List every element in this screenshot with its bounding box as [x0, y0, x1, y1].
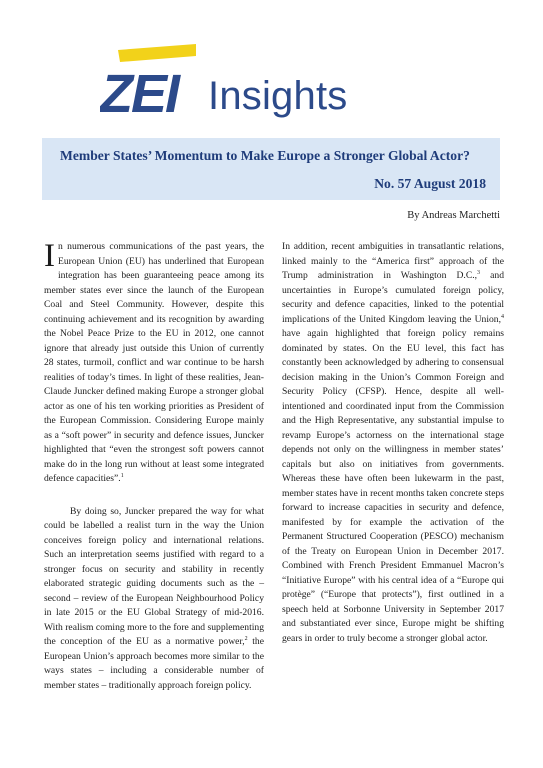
paragraph: [44, 505, 264, 694]
footnote-ref: 3: [477, 269, 481, 276]
paragraph-text: the European Union’s approach becomes more similar to the ways states – including a considerable number of member states – traditionally approach foreign policy.: [44, 636, 264, 691]
left-column: [44, 240, 264, 693]
title-banner: [42, 138, 500, 200]
author-byline: By Andreas Marchetti: [407, 210, 500, 221]
paragraph: [44, 240, 264, 487]
logo-word: Insights: [208, 74, 348, 118]
paragraph-text: n numerous communications of the past years, the European Union (EU) has underlined that European integration has been guaranteeing peace among its member states ever since the launch of the European Coal and Steel Community. However, despite this continuing achievement and its recognition by awarding the Nobel Peace Prize to the EU in 2012, one cannot ignore that already just outside this Union of currently 28 states, turmoil, conflict and war continue to be harsh realities of today’s times. In light of these realities, Jean-Claude Juncker defined making Europe a stronger global actor as one of his ten working priorities as President of the European Commission. Considering Europe mainly as a “soft power” in security and defence issues, Juncker highlighted that “even the strongest soft powers cannot make do in the long run without at least some integrated defence capacities”.: [44, 241, 264, 484]
issue-number: No. 57 August 2018: [374, 176, 486, 191]
footnote-ref: 4: [501, 313, 504, 320]
drop-cap: I: [44, 238, 55, 274]
footnote-ref: 1: [120, 472, 124, 479]
footnote-ref: 2: [244, 635, 248, 642]
paragraph-text: In addition, recent ambiguities in transatlantic relations, linked mainly to the “America first” approach of the Trump administration in Washington D.C.,: [282, 241, 504, 281]
paragraph-text: and uncertainties in Europe’s cumulated foreign policy, security and defence capacities, linked to the potential implications of the United Kingdom leaving the Union,: [282, 270, 504, 325]
svg-text:ZEI: ZEI: [100, 64, 179, 118]
zei-insights-logo: [100, 42, 400, 122]
paragraph-text: have again highlighted that foreign policy remains dominated by states. On the EU level, this fact has constantly been acknowledged by adhering to consensual decision making in the Union’s Common Foreign and Security Policy (CFSP). Hence, despite all well-intentioned and coordinated input from the Commission and the High Representative, any substantial impulse to revamp Europe’s actorness on the international stage depends not only on the willingness in member states’ capitals but also on initiatives from governments. Whereas these have often been lukewarm in the past, member states have in recent months taken concrete steps forward to increase capacities in security and defence, manifested by for example the activation of the Permanent Structured Cooperation (PESCO) mechanism of the Treaty on European Union in December 2017. Combined with French President Emmanuel Macron’s “Initiative Europe” with his central idea of a “Europe qui protège” (“Europe that protects”), first outlined in a speech held at Sorbonne University in September 2017 and substantiated ever since, Europe might be shifting gears in order to truly become a stronger global actor.: [282, 328, 504, 644]
article-title: Member States’ Momentum to Make Europe a Stronger Global Actor?: [60, 148, 470, 163]
paragraph: [282, 240, 504, 646]
paragraph-text: By doing so, Juncker prepared the way for what could be labelled a realist turn in the way the Union conceives foreign policy and international relations. Such an interpretation seems justified with regard to a stronger focus on security and stability in recently elaborated strategic guiding documents such as the – second – review of the European Neighbourhood Policy in late 2015 or the EU Global Strategy of mid-2016. With realism coming more to the fore and supplementing the conception of the EU as a normative power,: [44, 505, 264, 647]
zei-logo-icon: [100, 42, 200, 118]
right-column: [282, 240, 504, 646]
